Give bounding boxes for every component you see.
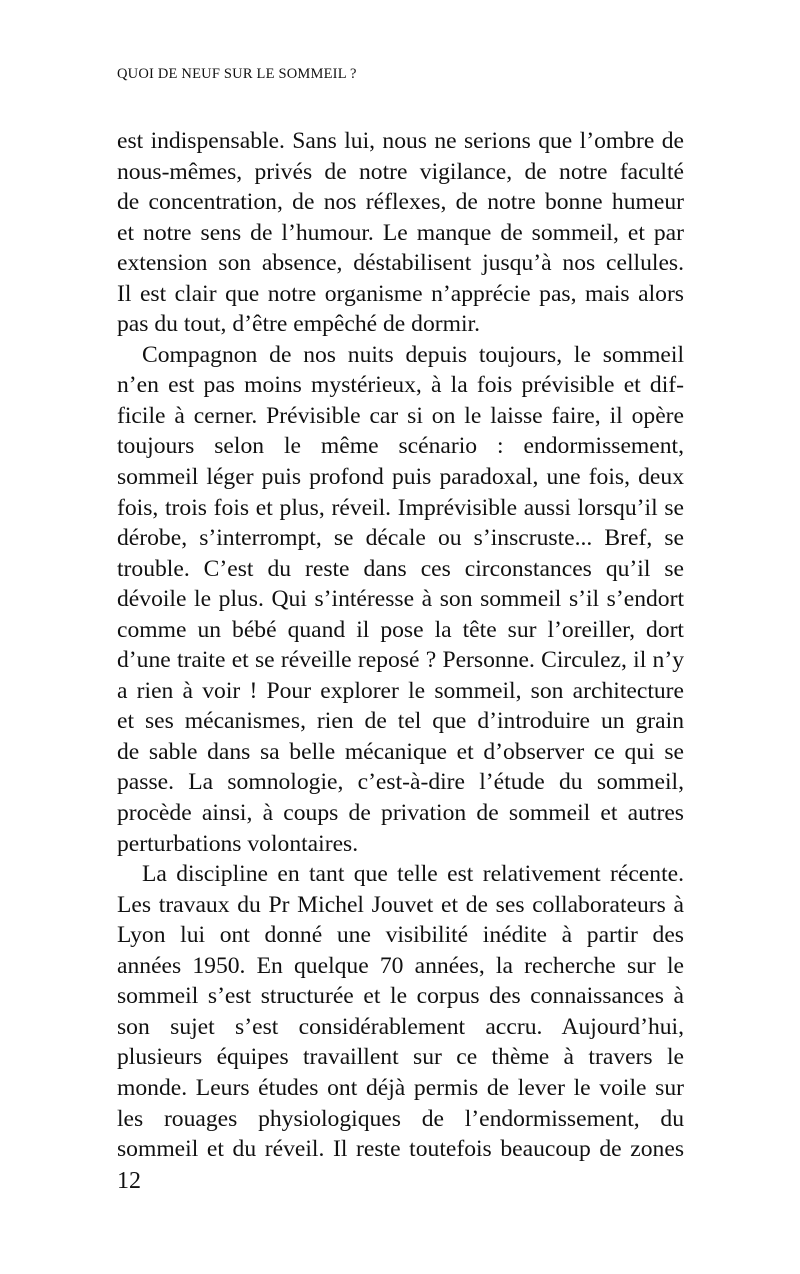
text-line: dérobe, s’interrompt, se décale ou s’inscruste... Bref, se [117, 525, 684, 552]
paragraph [117, 126, 684, 340]
text-line: Lyon lui ont donné une visibilité inédite à partir des [117, 922, 684, 949]
text-line: fois, trois fois et plus, réveil. Imprévisible aussi lorsqu’il se [117, 494, 684, 521]
text-line: pas du tout, d’être empêché de dormir. [117, 311, 480, 338]
text-line: perturbations volontaires. [117, 830, 359, 857]
text-line: sommeil et du réveil. Il reste toutefois beaucoup de zones [117, 1136, 684, 1163]
paragraph [117, 340, 684, 859]
text-line: nous-mêmes, privés de notre vigilance, de notre faculté [117, 158, 684, 185]
text-line: d’une traite et se réveille reposé ? Personne. Circulez, il n’y [117, 647, 684, 674]
text-line: de sable dans sa belle mécanique et d’observer ce qui se [117, 738, 684, 765]
text-line: trouble. C’est du reste dans ces circonstances qu’il se [117, 555, 684, 582]
text-line: procède ainsi, à coups de privation de sommeil et autres [117, 800, 684, 827]
text-line: et notre sens de l’humour. Le manque de sommeil, et par [117, 219, 684, 246]
text-line: les rouages physiologiques de l’endormissement, du [117, 1105, 684, 1132]
text-line: années 1950. En quelque 70 années, la recherche sur le [117, 952, 684, 979]
text-line: sommeil léger puis profond puis paradoxal, une fois, deux [117, 464, 684, 491]
paragraph [117, 859, 684, 1164]
text-line: ficile à cerner. Prévisible car si on le laisse faire, il opère [117, 402, 684, 429]
text-line: de concentration, de nos réflexes, de notre bonne humeur [117, 189, 684, 216]
text-line: passe. La somnologie, c’est-à-dire l’étude du sommeil, [117, 769, 684, 796]
text-line: Il est clair que notre organisme n’apprécie pas, mais alors [117, 280, 684, 307]
text-line: monde. Leurs études ont déjà permis de lever le voile sur [117, 1074, 684, 1101]
text-line: est indispensable. Sans lui, nous ne serions que l’ombre de [117, 128, 684, 154]
text-line: n’en est pas moins mystérieux, à la fois prévisible et dif- [117, 372, 684, 399]
body-text [117, 126, 684, 1165]
text-line: Les travaux du Pr Michel Jouvet et de ses collaborateurs à [117, 891, 684, 918]
running-head: QUOI DE NEUF SUR LE SOMMEIL ? [117, 66, 357, 82]
text-line: et ses mécanismes, rien de tel que d’introduire un grain [117, 708, 684, 735]
text-line: sommeil s’est structurée et le corpus des connaissances à [117, 983, 684, 1010]
text-line: extension son absence, déstabilisent jusqu’à nos cellules. [117, 250, 684, 277]
text-line: comme un bébé quand il pose la tête sur l’oreiller, dort [117, 616, 684, 643]
text-line: a rien à voir ! Pour explorer le sommeil, son architecture [117, 677, 684, 704]
text-line: plusieurs équipes travaillent sur ce thème à travers le [117, 1044, 684, 1071]
text-line: La discipline en tant que telle est relativement récente. [142, 861, 684, 888]
text-line: Compagnon de nos nuits depuis toujours, le sommeil [142, 341, 684, 368]
text-line: son sujet s’est considérablement accru. Aujourd’hui, [117, 1013, 684, 1040]
text-line: toujours selon le même scénario : endormissement, [117, 433, 684, 460]
text-line: dévoile le plus. Qui s’intéresse à son sommeil s’il s’endort [117, 586, 684, 613]
page-number: 12 [117, 1168, 141, 1194]
